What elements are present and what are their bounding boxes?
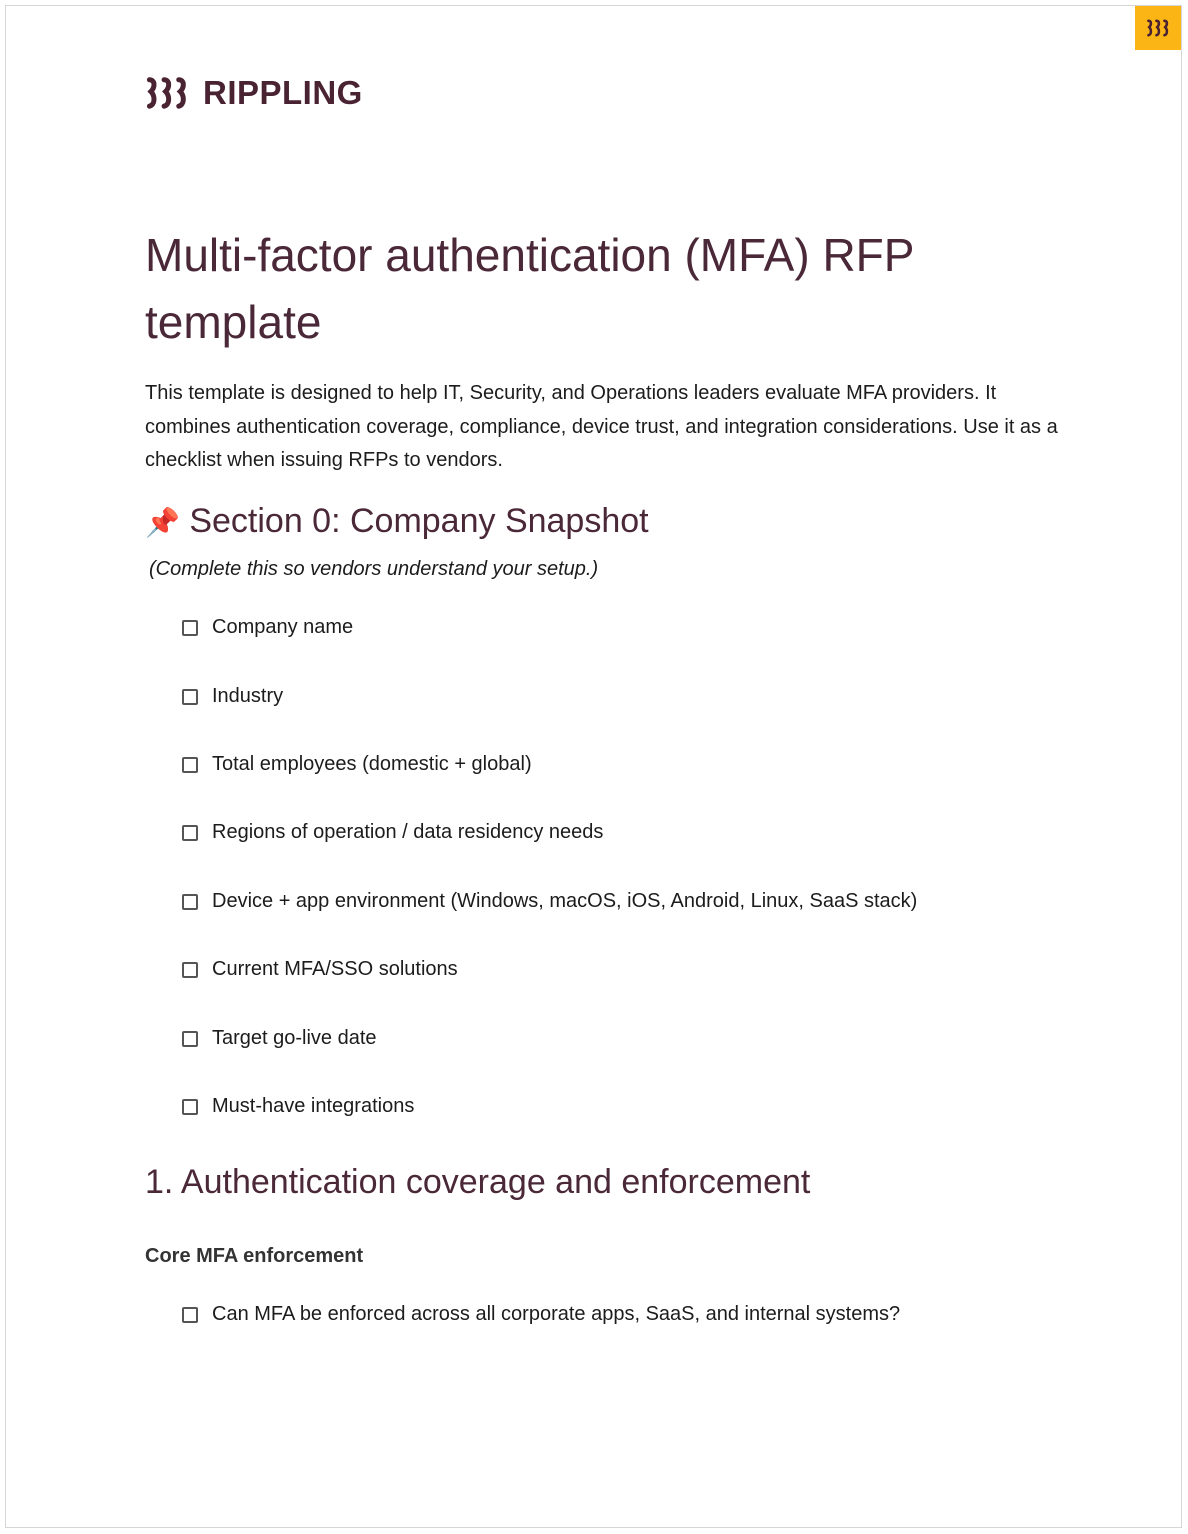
checklist-label: Must-have integrations <box>212 1095 415 1117</box>
checklist-label: Company name <box>212 616 354 638</box>
checklist-label: Device + app environment (Windows, macOS, iOS, Android, Linux, SaaS stack) <box>212 890 918 912</box>
checkbox[interactable] <box>182 1099 198 1115</box>
checkbox[interactable] <box>182 894 198 910</box>
checkbox[interactable] <box>182 757 198 773</box>
pushpin-icon: 📌 <box>145 507 180 538</box>
checkbox[interactable] <box>182 689 198 705</box>
checklist-label: Target go-live date <box>212 1027 377 1049</box>
checklist-item[interactable] <box>182 958 458 981</box>
checklist-label: Industry <box>212 685 284 707</box>
section-1-heading: 1. Authentication coverage and enforcement <box>145 1163 811 1201</box>
checklist-item[interactable] <box>182 1303 900 1326</box>
checklist-item[interactable] <box>182 753 532 776</box>
checklist-item[interactable] <box>182 1027 377 1050</box>
rippling-logo-icon <box>145 75 189 111</box>
checklist-item[interactable] <box>182 685 283 708</box>
checklist-item[interactable] <box>182 821 603 844</box>
checkbox[interactable] <box>182 1031 198 1047</box>
brand-name: RIPPLING <box>203 74 363 111</box>
intro-paragraph: This template is designed to help IT, Security, and Operations leaders evaluate MFA providers. It combines authentication coverage, compliance, device trust, and integration considerations. Use it as a checklist when issuing RFPs to vendors. <box>145 382 1058 471</box>
checkbox[interactable] <box>182 962 198 978</box>
section-1-subheading: Core MFA enforcement <box>145 1245 364 1267</box>
rippling-logo <box>145 74 363 112</box>
page-title: Multi-factor authentication (MFA) RFP template <box>145 229 914 348</box>
checklist-label: Current MFA/SSO solutions <box>212 958 458 980</box>
checkbox[interactable] <box>182 620 198 636</box>
section-0-heading <box>145 502 649 541</box>
checklist-label: Total employees (domestic + global) <box>212 753 532 775</box>
checkbox[interactable] <box>182 1307 198 1323</box>
section-0-title: Section 0: Company Snapshot <box>189 502 649 540</box>
checklist-item[interactable] <box>182 1095 414 1118</box>
rippling-corner-badge <box>1135 6 1181 50</box>
rippling-logo-icon <box>1146 19 1170 37</box>
checkbox[interactable] <box>182 825 198 841</box>
section-0-note: (Complete this so vendors understand your setup.) <box>149 558 599 580</box>
checklist-label: Can MFA be enforced across all corporate apps, SaaS, and internal systems? <box>212 1303 901 1325</box>
checklist-label: Regions of operation / data residency needs <box>212 821 604 843</box>
checklist-item[interactable] <box>182 890 917 913</box>
checklist-item[interactable] <box>182 616 353 639</box>
